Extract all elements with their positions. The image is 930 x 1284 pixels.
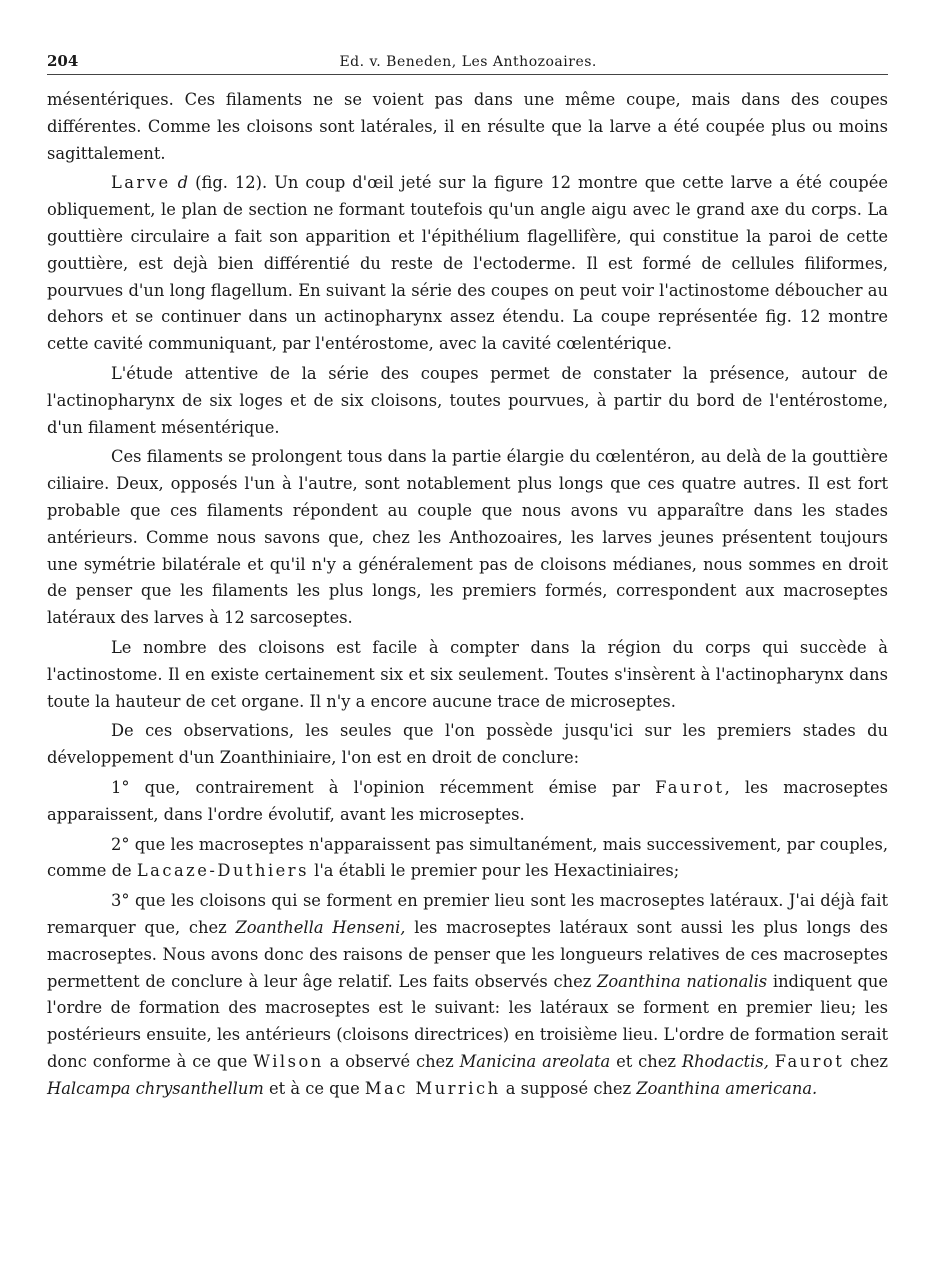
p9-text-g: chez bbox=[844, 1051, 888, 1071]
species-rhodactis: Rhodactis, bbox=[681, 1051, 769, 1071]
paragraph-5: Le nombre des cloisons est facile à compter dans la région du corps qui succède à l'actinostome. Il en existe certainement six et six seulement. Toutes s'insèrent à l'actinopharynx dans toute la hauteur de cet organe. Il n'y a encore aucune trace de microseptes. bbox=[47, 637, 888, 711]
p8-text-b: l'a établi le premier pour les Hexactiniaires; bbox=[308, 861, 680, 881]
page-number: 204 bbox=[47, 52, 79, 70]
paragraph-4: Ces filaments se prolongent tous dans la partie élargie du cœlentéron, au delà de la gouttière ciliaire. Deux, opposés l'un à l'autre, sont notablement plus longs que ces quatre autres. Il est fort probable que ces filaments répondent au couple que nous avons vu apparaître dans les stades antérieurs. Comme nous savons que, chez les Anthozoaires, les larves jeunes présentent toujours une symétrie bilatérale et qu'il n'y a généralement pas de cloisons médianes, nous sommes en droit de penser que les filaments les plus longs, les premiers formés, correspondent aux macroseptes latéraux des larves à 12 sarcoseptes. bbox=[47, 447, 888, 628]
p9-text-h: et à ce que bbox=[263, 1078, 365, 1098]
paragraph-2 bbox=[47, 170, 888, 358]
paragraph-9 bbox=[47, 888, 888, 1102]
species-zoanthina-nationalis: Zoanthina nationalis bbox=[597, 971, 768, 991]
paragraph-7 bbox=[47, 775, 888, 829]
p9-text-c: indiquent que l'ordre de formation des macroseptes est le suivant: les latéraux se forment en premier lieu; les postérieurs ensuite, les antérieurs (cloisons directrices) en troisième lieu. L'ordre de formation serait donc conforme à ce que bbox=[47, 971, 888, 1071]
p8-text-a: 2° que les macroseptes n'apparaissent pas simultanément, mais successivement, par couples, comme de bbox=[47, 834, 888, 881]
p7-text-a: 1° que, contrairement à l'opinion récemment émise par bbox=[111, 777, 656, 797]
species-manicina-areolata: Manicina areolata bbox=[459, 1051, 611, 1071]
species-halcampa-chrysanthellum: Halcampa chrysanthellum bbox=[47, 1078, 264, 1098]
paragraph-3: L'étude attentive de la série des coupes permet de constater la présence, autour de l'actinopharynx de six loges et de six cloisons, toutes pourvues, à partir du bord de l'entérostome, d'un filament mésentérique. bbox=[47, 363, 888, 437]
running-header bbox=[47, 52, 888, 75]
larve-label: Larve bbox=[111, 173, 171, 193]
paragraph-8 bbox=[47, 832, 888, 886]
author-mac-murrich: Mac Murrich bbox=[364, 1078, 501, 1098]
p9-text-e: et chez bbox=[610, 1051, 682, 1071]
p7-text-b: , les macroseptes apparaissent, dans l'ordre évolutif, avant les microseptes. bbox=[47, 777, 888, 824]
author-wilson: Wilson bbox=[253, 1051, 324, 1071]
p9-text-i: a supposé chez bbox=[500, 1078, 637, 1098]
paragraph-2-text: (fig. 12). Un coup d'œil jeté sur la figure 12 montre que cette larve a été coupée obliquement, le plan de section ne formant toutefois qu'un angle aigu avec le grand axe du corps. La gouttière circulaire a fait son apparition et l'épithélium flagellifère, qui constitue la paroi de cette gouttière, est dejà bien différentié du reste de l'ectoderme. Il est formé de cellules filiformes, pourvues d'un long flagellum. En suivant la série des coupes on peut voir l'actinostome déboucher au dehors et se continuer dans un actinopharynx assez étendu. La coupe représentée fig. 12 montre cette cavité communiquant, par l'entérostome, avec la cavité cœlentérique. bbox=[47, 173, 888, 354]
paragraph-6: De ces observations, les seules que l'on possède jusqu'ici sur les premiers stades du développement d'un Zoanthiniaire, l'on est en droit de conclure: bbox=[47, 721, 888, 768]
author-lacaze-duthiers: Lacaze-Duthiers bbox=[136, 861, 309, 881]
author-faurot-2: Faurot bbox=[774, 1051, 845, 1071]
p9-text-a: 3° que les cloisons qui se forment en premier lieu sont les macroseptes latéraux. J'ai déjà fait remarquer que, chez bbox=[47, 891, 888, 937]
body-text bbox=[47, 87, 888, 1102]
p9-text-b: les macroseptes latéraux sont aussi les plus longs des macroseptes. Nous avons donc des raisons de penser que les longueurs relatives de ces macroseptes permettent de conclure à leur âge relatif. Les faits observés chez bbox=[47, 917, 888, 991]
author-faurot: Faurot bbox=[655, 777, 725, 797]
running-title: Ed. v. Beneden, Les Anthozoaires. bbox=[339, 54, 597, 70]
document-page bbox=[47, 52, 888, 1105]
larve-letter: d bbox=[177, 173, 189, 193]
p9-text-d: a observé chez bbox=[323, 1051, 460, 1071]
paragraph-1: mésentériques. Ces filaments ne se voient pas dans une même coupe, mais dans des coupes différentes. Comme les cloisons sont latérales, il en résulte que la larve a été coupée plus ou moins sagittalement. bbox=[47, 90, 888, 163]
species-zoanthella-henseni: Zoanthella Henseni, bbox=[235, 917, 406, 937]
species-zoanthina-americana: Zoanthina americana. bbox=[636, 1078, 818, 1098]
